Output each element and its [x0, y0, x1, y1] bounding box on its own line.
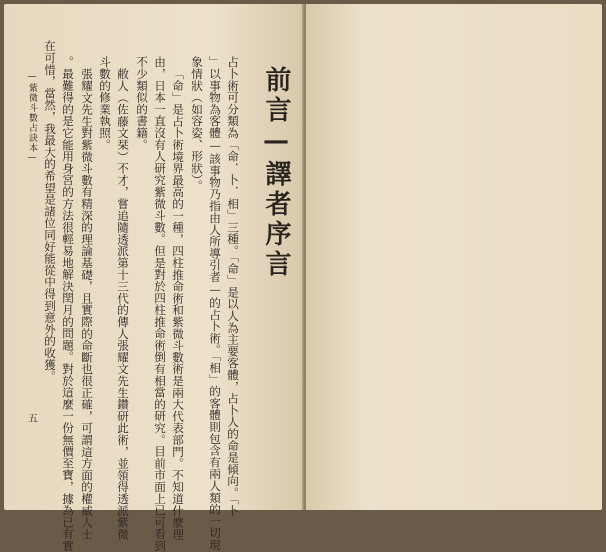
paragraph-line: 斗數的修業執照。	[98, 56, 112, 151]
paragraph-line: 不少類似的書籍。	[135, 56, 149, 151]
paragraph-line: 在可惜，當然，我最大的希望是諸位同好能從中得到意外的收獲。	[43, 40, 57, 383]
right-page	[306, 4, 602, 510]
paragraph-line: 敝人（佐藤文栞）不才，嘗追隨透派第十三代的傳人張耀文先生鑽研此術，並領得透派紫微	[116, 68, 130, 540]
paragraph-line: 張耀文先生對紫微斗數有精深的理論基礎，且實際的命斷也很正確，可謂這方面的權威人士	[80, 68, 94, 540]
paragraph-line: 」以事物為客體—該事物乃指由人所導引者—的占卜術。「相」的客體則包含有兩人類的一切現	[208, 56, 222, 551]
paragraph-line: 。最難得的是它能用身宮的方法很輕易地解決閏月的問題。對於這麼一份無價至寶，據為已有實	[61, 56, 75, 552]
paragraph-line: 「命」是占卜術境界最高的一種，四柱推命術和紫微斗數術是兩大代表部門。不知道什麼理	[171, 68, 185, 540]
paragraph-line: 占卜術可分類為「命．卜．相」三種。「命」是以人為主要客體，占卜人的命是傾向。「卜	[226, 56, 240, 517]
page-title: 前言—譯者序言	[261, 66, 291, 280]
paragraph-line: 象情狀（如容姿、形狀）。	[190, 56, 204, 192]
paragraph-line: 由，日本一直沒有人研究紫微斗數。但是對於四柱推命術倒有相當的研究。目前市面上已可看到	[153, 56, 167, 552]
book-footer: —紫微斗數占訣本—	[27, 72, 37, 164]
page-number: 五	[28, 414, 38, 425]
